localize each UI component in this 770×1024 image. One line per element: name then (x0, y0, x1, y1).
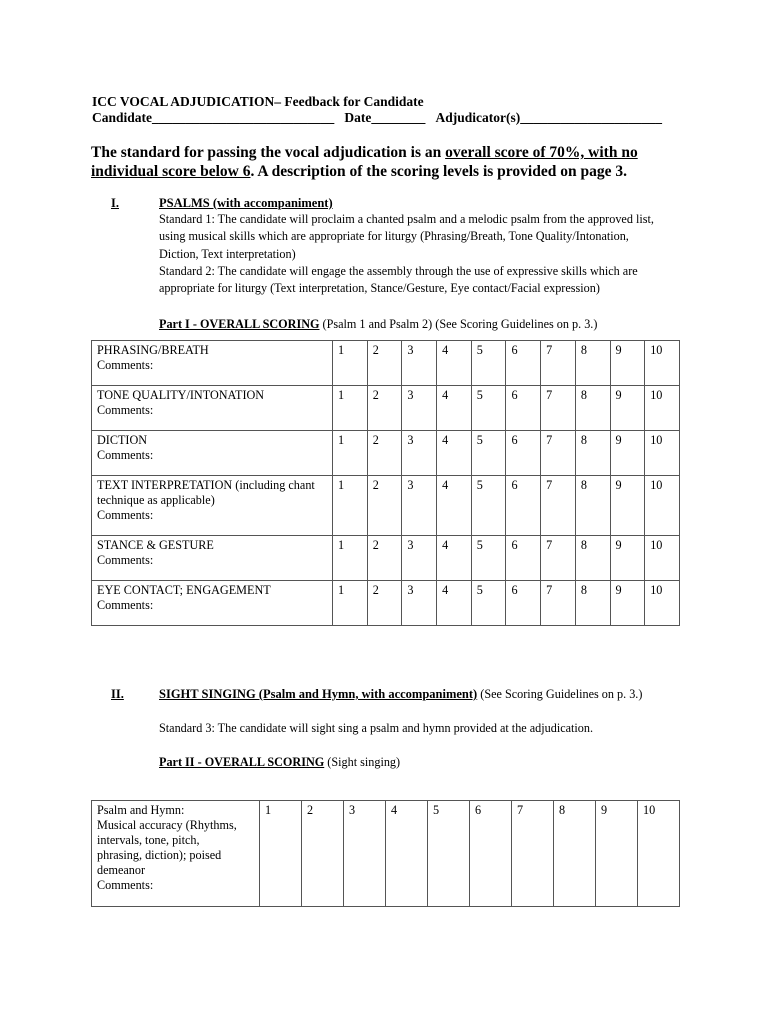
score-option[interactable]: 7 (541, 536, 576, 581)
criterion-name: PHRASING/BREATH (97, 343, 209, 357)
standard-2-line: appropriate for liturgy (Text interpretation, Stance/Gesture, Eye contact/Facial expression) (159, 281, 600, 296)
score-option[interactable]: 10 (645, 431, 680, 476)
score-option[interactable]: 2 (302, 801, 344, 907)
score-option[interactable]: 6 (506, 581, 541, 626)
score-option[interactable]: 3 (402, 431, 437, 476)
score-option[interactable]: 6 (506, 341, 541, 386)
candidate-field[interactable]: ___________________________ (152, 110, 335, 125)
criterion-row (92, 581, 680, 626)
score-option[interactable]: 2 (367, 431, 402, 476)
score-option[interactable]: 9 (610, 476, 645, 536)
criterion-row (92, 536, 680, 581)
score-option[interactable]: 5 (471, 386, 506, 431)
score-option[interactable]: 8 (575, 431, 610, 476)
score-option[interactable]: 1 (333, 341, 368, 386)
standard-1-line: Diction, Text interpretation) (159, 246, 296, 261)
adjudicator-field[interactable]: _____________________ (520, 110, 663, 125)
criterion-name: EYE CONTACT; ENGAGEMENT (97, 583, 271, 597)
comments-label: Comments: (97, 358, 154, 372)
candidate-label: Candidate (92, 110, 153, 125)
criterion-row (92, 386, 680, 431)
sight-singing-line: Psalm and Hymn: (97, 803, 185, 817)
comments-label: Comments: (97, 508, 154, 522)
comments-label: Comments: (97, 598, 154, 612)
score-option[interactable]: 2 (367, 341, 402, 386)
score-option[interactable]: 6 (506, 476, 541, 536)
score-option[interactable]: 5 (428, 801, 470, 907)
standard-2-line: Standard 2: The candidate will engage the assembly through the use of expressive skills which are (159, 263, 638, 278)
score-option[interactable]: 6 (506, 431, 541, 476)
score-option[interactable]: 6 (506, 536, 541, 581)
score-option[interactable]: 4 (437, 581, 472, 626)
score-option[interactable]: 7 (541, 386, 576, 431)
score-option[interactable]: 8 (575, 386, 610, 431)
score-option[interactable]: 9 (610, 431, 645, 476)
form-title: ICC VOCAL ADJUDICATION– Feedback for Candidate (92, 94, 424, 109)
sight-singing-line: Musical accuracy (Rhythms, (97, 818, 237, 832)
score-option[interactable]: 1 (333, 386, 368, 431)
criterion-label-cell (92, 386, 333, 431)
section-2-heading: SIGHT SINGING (Psalm and Hymn, with accompaniment) (See Scoring Guidelines on p. 3.) (159, 687, 643, 701)
score-option[interactable]: 1 (333, 581, 368, 626)
score-option[interactable]: 5 (471, 431, 506, 476)
score-option[interactable]: 3 (402, 581, 437, 626)
score-option[interactable]: 7 (541, 581, 576, 626)
score-option[interactable]: 4 (437, 536, 472, 581)
section-1-title: PSALMS (with accompaniment) (159, 196, 333, 210)
comments-label: Comments: (97, 403, 154, 417)
score-option[interactable]: 1 (333, 536, 368, 581)
score-option[interactable]: 8 (554, 801, 596, 907)
standard-1-line: using musical skills which are appropriate for liturgy (Phrasing/Breath, Tone Quality/Intonation, (159, 229, 629, 244)
sight-singing-line: intervals, tone, pitch, (97, 833, 200, 847)
standard-1-line: Standard 1: The candidate will proclaim a chanted psalm and a melodic psalm from the approved list, (159, 212, 654, 226)
score-option[interactable]: 2 (367, 386, 402, 431)
sight-singing-row (92, 801, 680, 907)
criterion-row (92, 341, 680, 386)
passing-standard-statement: The standard for passing the vocal adjudication is an overall score of 70%, with no individual score below 6. A description of the scoring levels is provided on page 3. (91, 144, 638, 180)
sight-singing-line: Comments: (97, 878, 154, 892)
score-option[interactable]: 1 (260, 801, 302, 907)
section-2-title: SIGHT SINGING (Psalm and Hymn, with accompaniment) (159, 687, 478, 701)
section-1-numeral: I. (111, 196, 119, 210)
score-option[interactable]: 7 (512, 801, 554, 907)
score-option[interactable]: 9 (610, 536, 645, 581)
score-option[interactable]: 6 (470, 801, 512, 907)
score-option[interactable]: 9 (610, 581, 645, 626)
part-1-scoring-heading: Part I - OVERALL SCORING (Psalm 1 and Psalm 2) (See Scoring Guidelines on p. 3.) (159, 317, 598, 331)
score-option[interactable]: 4 (386, 801, 428, 907)
score-option[interactable]: 2 (367, 476, 402, 536)
criterion-label-cell (92, 476, 333, 536)
sight-singing-label-cell (92, 801, 260, 907)
score-option[interactable]: 1 (333, 476, 368, 536)
score-option[interactable]: 1 (333, 431, 368, 476)
criterion-row (92, 476, 680, 536)
criterion-name: TEXT INTERPRETATION (including chant (97, 478, 315, 492)
passing-threshold: overall score of 70%, with no individual score below 6 (91, 144, 638, 180)
score-option[interactable]: 3 (344, 801, 386, 907)
score-option[interactable]: 5 (471, 581, 506, 626)
score-option[interactable]: 3 (402, 386, 437, 431)
sight-singing-line: demeanor (97, 863, 146, 877)
score-option[interactable]: 10 (645, 341, 680, 386)
section-2-numeral-wrap (111, 687, 124, 702)
form-header (92, 94, 662, 126)
score-option[interactable]: 3 (402, 536, 437, 581)
score-option[interactable]: 6 (506, 386, 541, 431)
section-2-numeral: II. (111, 687, 124, 701)
date-field[interactable]: ________ (371, 110, 426, 125)
score-option[interactable]: 8 (575, 536, 610, 581)
score-option[interactable]: 4 (437, 476, 472, 536)
score-option[interactable]: 10 (645, 476, 680, 536)
score-option[interactable]: 3 (402, 476, 437, 536)
score-option[interactable]: 5 (471, 476, 506, 536)
score-option[interactable]: 4 (437, 341, 472, 386)
header-fields-line (92, 110, 662, 126)
sight-singing-line: phrasing, diction); poised (97, 848, 222, 862)
score-option[interactable]: 10 (645, 536, 680, 581)
criterion-row (92, 431, 680, 476)
criterion-name-cont: technique as applicable) (97, 493, 215, 507)
criterion-label-cell (92, 431, 333, 476)
criterion-name: DICTION (97, 433, 148, 447)
part-2-scoring-heading: Part II - OVERALL SCORING (Sight singing) (159, 755, 401, 769)
part-1-scoring-table (91, 340, 680, 626)
score-option[interactable]: 3 (402, 341, 437, 386)
score-option[interactable]: 8 (575, 581, 610, 626)
score-option[interactable]: 4 (437, 386, 472, 431)
part-2-scoring-table (91, 800, 680, 907)
score-option[interactable]: 5 (471, 536, 506, 581)
score-option[interactable]: 2 (367, 581, 402, 626)
standard-3: Standard 3: The candidate will sight sing a psalm and hymn provided at the adjudication. (159, 721, 594, 735)
criterion-label-cell (92, 341, 333, 386)
comments-label: Comments: (97, 553, 154, 567)
score-option[interactable]: 9 (596, 801, 638, 907)
score-option[interactable]: 7 (541, 476, 576, 536)
comments-label: Comments: (97, 448, 154, 462)
score-option[interactable]: 5 (471, 341, 506, 386)
score-option[interactable]: 2 (367, 536, 402, 581)
criterion-label-cell (92, 536, 333, 581)
score-option[interactable]: 7 (541, 341, 576, 386)
score-option[interactable]: 7 (541, 431, 576, 476)
score-option[interactable]: 10 (645, 386, 680, 431)
criterion-name: STANCE & GESTURE (97, 538, 214, 552)
date-label: Date (344, 110, 372, 125)
adjudicator-label: Adjudicator(s) (435, 110, 521, 125)
score-option[interactable]: 10 (645, 581, 680, 626)
score-option[interactable]: 8 (575, 341, 610, 386)
score-option[interactable]: 10 (638, 801, 680, 907)
score-option[interactable]: 8 (575, 476, 610, 536)
score-option[interactable]: 9 (610, 341, 645, 386)
criterion-label-cell (92, 581, 333, 626)
criterion-name: TONE QUALITY/INTONATION (97, 388, 265, 402)
score-option[interactable]: 9 (610, 386, 645, 431)
section-1-standards (159, 211, 699, 297)
score-option[interactable]: 4 (437, 431, 472, 476)
